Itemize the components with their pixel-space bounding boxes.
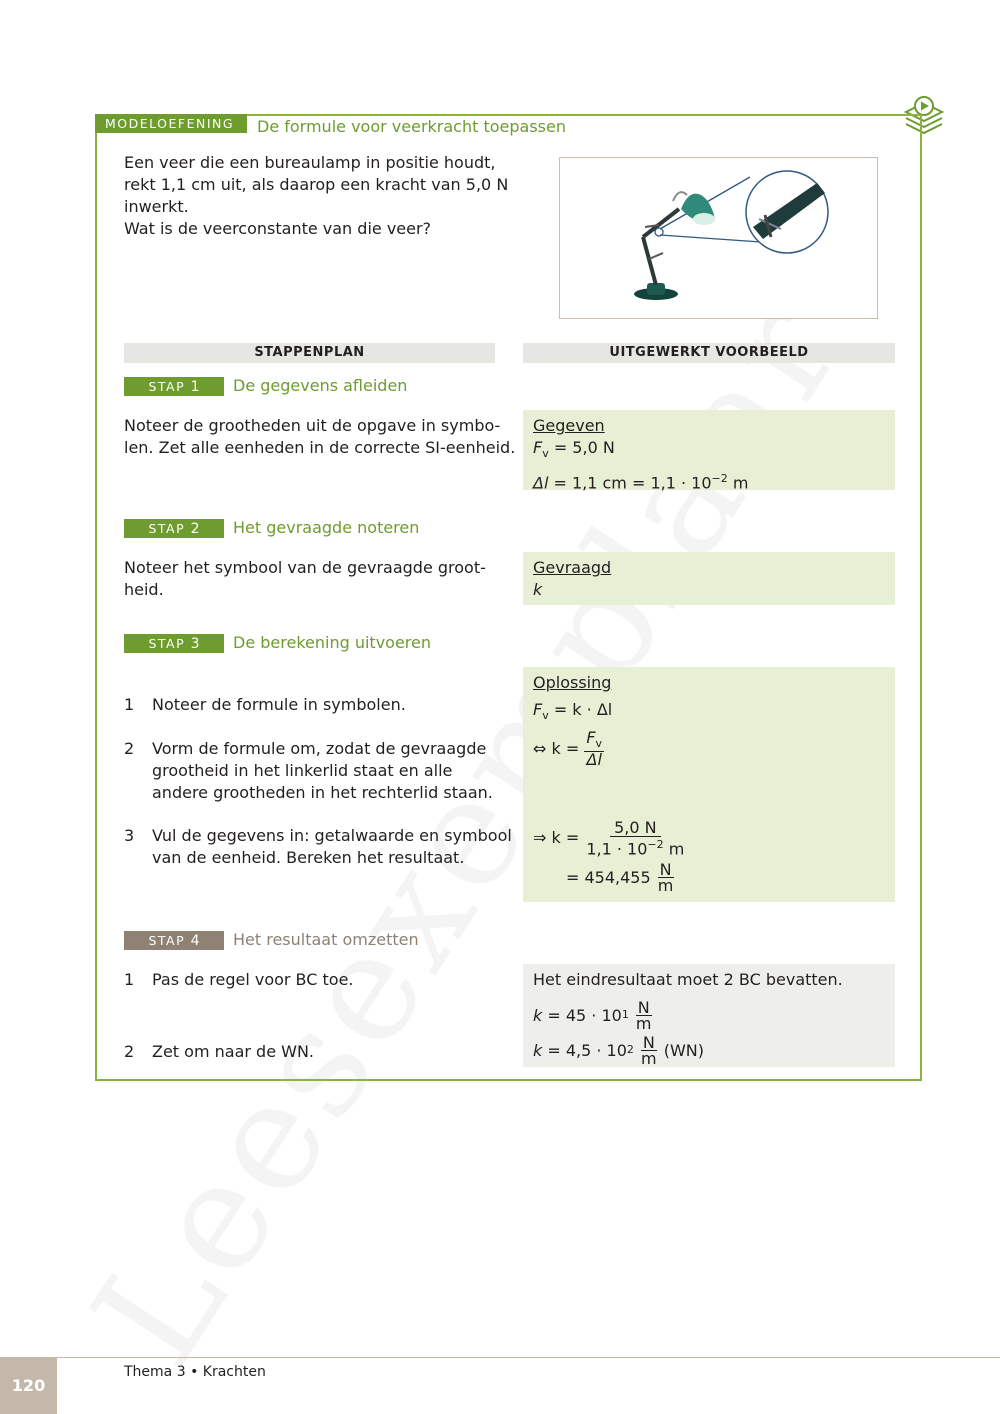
desk-lamp-image [559,157,879,320]
step-item: 3 Vul de gegevens in: getalwaarde en symbool van de eenheid. Bereken het resultaat. [124,826,512,867]
footer-divider [57,1357,1000,1358]
step-item: 1 Pas de regel voor BC toe. [124,970,354,989]
step-instruction: Noteer de grootheden uit de opgave in symbo- len. Zet alle eenheden in de correcte SI-eenheid. [124,416,516,457]
formula-symbols: $F_v = k \cdot \Delta l$ [533,700,613,723]
step-title: Het gevraagde noteren [233,518,420,537]
column-header-stappenplan: STAPPENPLAN [124,343,495,363]
step-badge: STAP 1 [124,377,224,396]
step-badge: STAP 2 [124,519,224,538]
footer-chapter: Thema 3 • Krachten [124,1364,266,1380]
step-badge: STAP 3 [124,634,224,653]
step-title: Het resultaat omzetten [233,930,419,949]
step-item: 2 Zet om naar de WN. [124,1042,314,1061]
step-instruction: Noteer het symbool van de gevraagde groot- heid. [124,558,486,599]
step-title: De berekening uitvoeren [233,633,431,652]
asked-box: Gevraagd k [523,552,895,605]
result-bc: k = 45 · 10 1 $\frac{N}{m}$ [533,998,652,1033]
exercise-tag: MODELOEFENING 9 [95,114,247,133]
exercise-question: Een veer die een bureaulamp in positie houdt, rekt 1,1 cm uit, als daarop een kracht van 5,0 N inwerkt. Wat is de veerconstante van die veer? [124,153,509,238]
calculation-result: = 454,455 $\frac{N}{m}$ [566,860,674,895]
step-item: 1 Noteer de formule in symbolen. [124,695,406,714]
formula-rearranged: ⇔ k = $\frac{F_v}{\Delta l}$ [533,728,603,770]
page-number: 120 [0,1357,57,1414]
step-badge: STAP 4 [124,931,224,950]
step-title: De gegevens afleiden [233,376,408,395]
formula-substituted: ⇒ k = $\frac{5,0 N}{1,1 \cdot 10^{-2} m}$ [533,818,685,859]
sig-figs-note: Het eindresultaat moet 2 BC bevatten. [533,970,843,989]
column-header-voorbeeld: UITGEWERKT VOORBEELD [523,343,895,363]
given-box: Gegeven $F_v = 5,0$ N Δl = 1,1 cm = $1,1 \cdot 10^{-2}$ m [523,410,895,490]
exercise-title: De formule voor veerkracht toepassen [257,117,566,136]
solution-label: Oplossing [533,673,612,692]
result-wn: k = 4,5 · 10 2 $\frac{N}{m}$ (WN) [533,1033,704,1068]
step-item: 2 Vorm de formule om, zodat de gevraagde grootheid in het linkerlid staat en alle andere grootheden in het rechterlid staan. [124,739,493,802]
